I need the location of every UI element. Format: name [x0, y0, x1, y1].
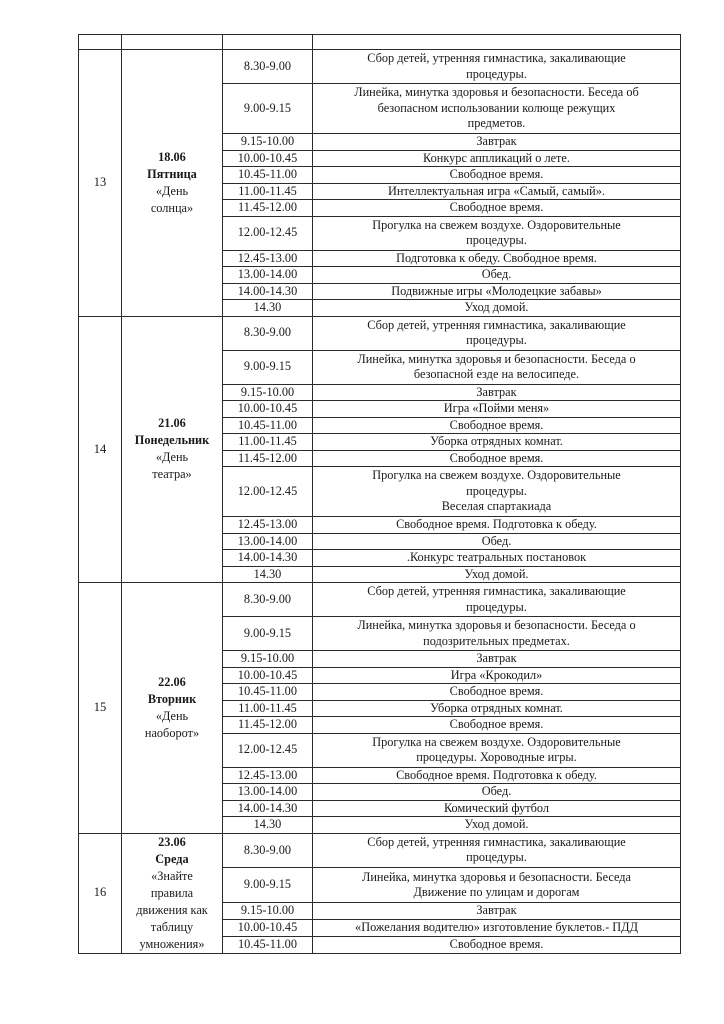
day-info — [122, 316, 223, 583]
activity — [313, 533, 681, 550]
activity-line: Уборка отрядных комнат. — [430, 434, 563, 448]
activity — [313, 784, 681, 801]
time-slot: 12.45-13.00 — [223, 517, 313, 534]
activity — [313, 550, 681, 567]
activity-line: Свободное время. — [449, 200, 544, 214]
time-slot: 13.00-14.00 — [223, 533, 313, 550]
time-slot: 11.00-11.45 — [223, 700, 313, 717]
activity-line: Обед. — [481, 533, 512, 548]
time-slot: 14.00-14.30 — [223, 283, 313, 300]
activity — [313, 717, 681, 734]
activity-line: Завтрак — [476, 384, 517, 399]
activity-line: Линейка, минутка здоровья и безопасности. Беседа о — [357, 351, 636, 366]
time-slot: 8.30-9.00 — [223, 50, 313, 84]
time-slot: 11.45-12.00 — [223, 717, 313, 734]
activity-line: Конкурс аппликаций о лете. — [423, 150, 570, 165]
activity — [313, 919, 681, 936]
time-slot: 9.15-10.00 — [223, 902, 313, 919]
day-info — [122, 50, 223, 317]
activity — [313, 384, 681, 401]
schedule-row — [79, 833, 681, 868]
time-slot: 14.30 — [223, 566, 313, 583]
time-slot: 10.45-11.00 — [223, 167, 313, 184]
activity — [313, 566, 681, 583]
time-slot: 10.00-10.45 — [223, 667, 313, 684]
day-date: 22.06 — [158, 674, 186, 689]
activity-line: процедуры. Хороводные игры. — [416, 750, 577, 764]
activity-line: Подвижные игры «Молодецкие забавы» — [391, 283, 602, 298]
activity-line: процедуры. — [466, 850, 527, 865]
time-slot: 10.45-11.00 — [223, 684, 313, 701]
time-slot: 11.00-11.45 — [223, 434, 313, 451]
day-theme-line: умножения» — [139, 936, 205, 951]
activity-line: Подготовка к обеду. Свободное время. — [396, 250, 597, 265]
activity — [313, 700, 681, 717]
activity — [313, 767, 681, 784]
day-theme-line: таблицу — [150, 919, 194, 934]
activity-line: Свободное время. — [449, 450, 544, 465]
activity-line: Сбор детей, утренняя гимнастика, закаливающие — [367, 317, 626, 332]
schedule-row — [79, 583, 681, 617]
activity — [313, 84, 681, 134]
activity-line: Прогулка на свежем воздухе. Оздоровительные — [372, 217, 621, 232]
time-slot: 9.00-9.15 — [223, 84, 313, 134]
time-slot: 10.00-10.45 — [223, 919, 313, 936]
time-slot: 9.15-10.00 — [223, 134, 313, 151]
activity — [313, 517, 681, 534]
activity-line: Обед. — [481, 784, 512, 798]
activity-line: Свободное время. — [449, 684, 544, 698]
day-theme-line: «Знайте — [151, 868, 193, 883]
schedule-row — [79, 316, 681, 350]
activity-line: Обед. — [481, 267, 512, 281]
day-theme-line: «День — [155, 708, 189, 723]
time-slot: 12.45-13.00 — [223, 250, 313, 267]
activity — [313, 316, 681, 350]
activity — [313, 450, 681, 467]
day-theme-line: «День — [155, 183, 189, 198]
time-slot: 9.00-9.15 — [223, 617, 313, 651]
day-info — [122, 833, 223, 953]
time-slot: 12.45-13.00 — [223, 767, 313, 784]
activity — [313, 216, 681, 250]
activity — [313, 267, 681, 284]
time-slot: 14.30 — [223, 817, 313, 834]
day-theme-line: движения как — [136, 902, 208, 917]
activity-line: Сбор детей, утренняя гимнастика, закаливающие — [367, 584, 626, 598]
time-slot: 14.00-14.30 — [223, 800, 313, 817]
activity-line: Свободное время. — [449, 417, 544, 432]
day-number: 16 — [79, 833, 122, 953]
time-slot: 10.45-11.00 — [223, 936, 313, 953]
activity — [313, 134, 681, 151]
activity — [313, 401, 681, 418]
time-slot: 9.15-10.00 — [223, 384, 313, 401]
activity — [313, 817, 681, 834]
time-slot: 10.45-11.00 — [223, 417, 313, 434]
time-slot: 11.00-11.45 — [223, 183, 313, 200]
day-date: 18.06 — [158, 149, 186, 164]
header-cell-time — [223, 35, 313, 50]
time-slot: 8.30-9.00 — [223, 316, 313, 350]
activity-line: Завтрак — [476, 134, 517, 148]
activity — [313, 667, 681, 684]
time-slot: 12.00-12.45 — [223, 467, 313, 517]
schedule-table — [78, 34, 681, 954]
time-slot: 12.00-12.45 — [223, 733, 313, 767]
activity — [313, 50, 681, 84]
activity-line: Свободное время. — [449, 717, 544, 731]
time-slot: 9.00-9.15 — [223, 868, 313, 903]
activity — [313, 583, 681, 617]
day-weekday: Среда — [155, 851, 189, 866]
day-theme-line: наоборот» — [144, 725, 200, 740]
activity-line: Прогулка на свежем воздухе. Оздоровительные — [372, 734, 621, 749]
schedule-row — [79, 50, 681, 84]
activity — [313, 200, 681, 217]
activity-line: Свободное время. Подготовка к обеду. — [396, 517, 597, 531]
activity-line: Уход домой. — [464, 300, 529, 314]
day-weekday: Понедельник — [134, 433, 210, 448]
schedule-body — [79, 35, 681, 954]
time-slot: 13.00-14.00 — [223, 267, 313, 284]
activity — [313, 167, 681, 184]
activity-line: Линейка, минутка здоровья и безопасности. Беседа — [361, 869, 632, 884]
activity-line: Веселая спартакиада — [441, 499, 552, 514]
day-number: 14 — [79, 316, 122, 583]
day-date: 21.06 — [158, 416, 186, 431]
activity-line: Сбор детей, утренняя гимнастика, закаливающие — [367, 834, 626, 849]
activity — [313, 300, 681, 317]
activity-line: Комический футбол — [443, 800, 550, 815]
activity-line: Игра «Крокодил» — [450, 667, 543, 682]
header-cell-activity — [313, 35, 681, 50]
activity-line: безопасном использовании колюще режущих — [377, 100, 616, 115]
time-slot: 13.00-14.00 — [223, 784, 313, 801]
activity-line: процедуры. — [466, 483, 527, 498]
day-date: 23.06 — [158, 834, 186, 849]
activity — [313, 684, 681, 701]
time-slot: 10.00-10.45 — [223, 401, 313, 418]
activity — [313, 350, 681, 384]
activity — [313, 434, 681, 451]
day-theme-line: правила — [150, 885, 194, 900]
time-slot: 14.00-14.30 — [223, 550, 313, 567]
activity-line: процедуры. — [466, 599, 527, 614]
activity-line: .Конкурс театральных постановок — [406, 550, 587, 564]
activity-line: «Пожелания водителю» изготовление буклетов.- ПДД — [355, 919, 638, 934]
activity-line: процедуры. — [466, 66, 527, 81]
activity-line: Линейка, минутка здоровья и безопасности. Беседа о — [357, 618, 636, 632]
time-slot: 9.15-10.00 — [223, 651, 313, 668]
time-slot: 14.30 — [223, 300, 313, 317]
activity — [313, 733, 681, 767]
activity-line: процедуры. — [466, 233, 527, 247]
activity — [313, 467, 681, 517]
day-info — [122, 583, 223, 834]
activity — [313, 833, 681, 868]
time-slot: 11.45-12.00 — [223, 200, 313, 217]
activity-line: предметов. — [467, 116, 526, 131]
header-row — [79, 35, 681, 50]
activity — [313, 936, 681, 953]
activity-line: Уход домой. — [464, 566, 529, 581]
activity-line: Игра «Пойми меня» — [443, 401, 550, 415]
time-slot: 8.30-9.00 — [223, 833, 313, 868]
activity-line: Движение по улицам и дорогам — [413, 885, 580, 900]
time-slot: 8.30-9.00 — [223, 583, 313, 617]
activity — [313, 902, 681, 919]
day-theme-line: «День — [155, 450, 189, 465]
day-theme-line: солнца» — [150, 200, 194, 215]
activity-line: Интеллектуальная игра «Самый, самый». — [388, 183, 605, 198]
day-weekday: Вторник — [147, 691, 197, 706]
time-slot: 9.00-9.15 — [223, 350, 313, 384]
activity-line: процедуры. — [466, 333, 527, 347]
activity-line: подозрительных предметах. — [423, 633, 570, 648]
activity — [313, 800, 681, 817]
activity — [313, 150, 681, 167]
activity — [313, 651, 681, 668]
activity-line: безопасной езде на велосипеде. — [413, 367, 580, 381]
activity-line: Свободное время. Подготовка к обеду. — [396, 767, 597, 782]
activity-line: Уборка отрядных комнат. — [430, 700, 563, 715]
activity-line: Уход домой. — [464, 817, 529, 831]
activity-line: Сбор детей, утренняя гимнастика, закаливающие — [367, 51, 626, 65]
day-weekday: Пятница — [147, 166, 197, 181]
time-slot: 12.00-12.45 — [223, 216, 313, 250]
activity-line: Завтрак — [476, 651, 517, 665]
header-cell-day — [122, 35, 223, 50]
activity — [313, 617, 681, 651]
day-number: 13 — [79, 50, 122, 317]
day-number: 15 — [79, 583, 122, 834]
activity-line: Свободное время. — [449, 167, 544, 181]
activity — [313, 868, 681, 903]
activity-line: Свободное время. — [449, 936, 544, 951]
activity — [313, 417, 681, 434]
day-theme-line: театра» — [152, 467, 192, 482]
activity-line: Прогулка на свежем воздухе. Оздоровительные — [372, 468, 621, 483]
activity-line: Линейка, минутка здоровья и безопасности. Беседа об — [354, 85, 639, 100]
activity — [313, 183, 681, 200]
time-slot: 10.00-10.45 — [223, 150, 313, 167]
time-slot: 11.45-12.00 — [223, 450, 313, 467]
activity-line: Завтрак — [476, 903, 517, 918]
header-cell-num — [79, 35, 122, 50]
activity — [313, 250, 681, 267]
activity — [313, 283, 681, 300]
